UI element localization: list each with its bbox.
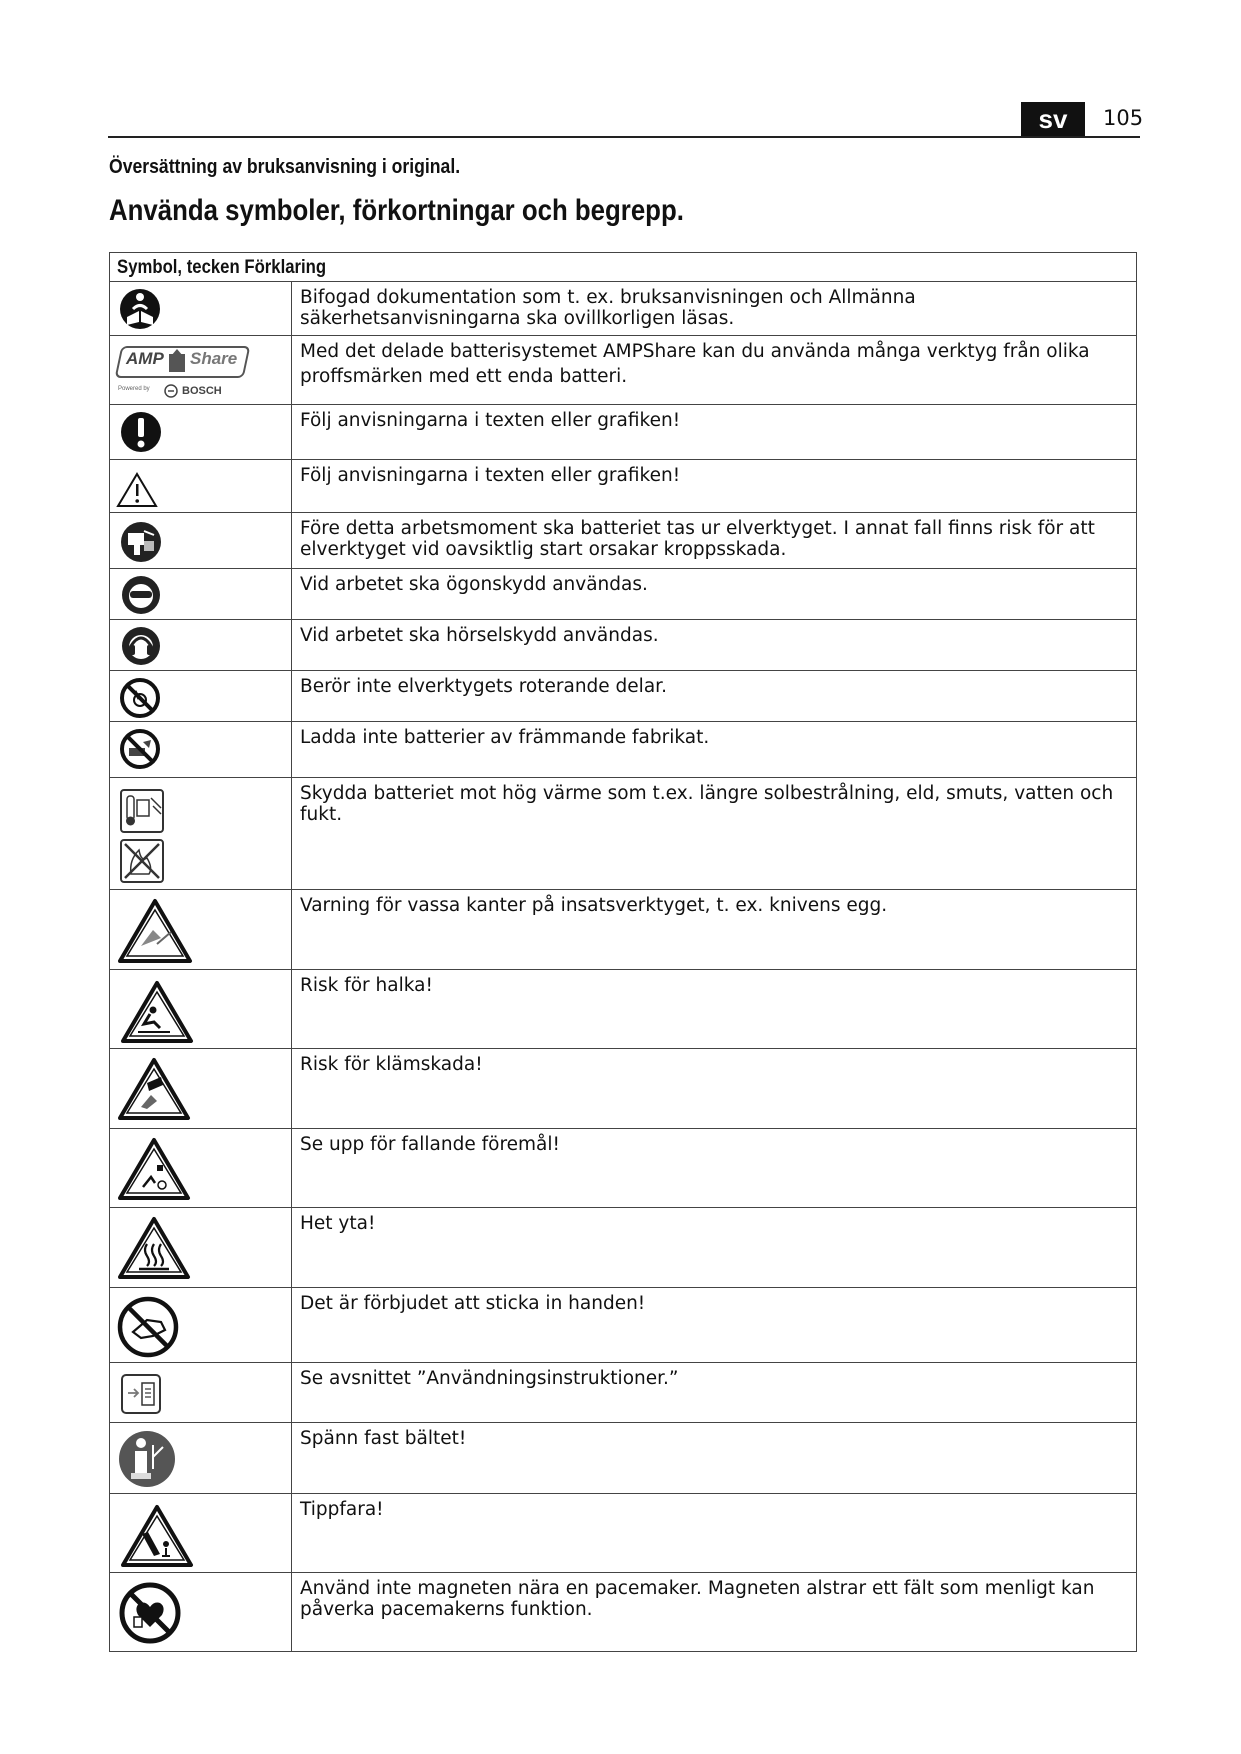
bosch-logo-icon xyxy=(164,384,178,398)
table-row xyxy=(110,620,1137,671)
symbol-cell xyxy=(110,890,292,970)
explanation-cell: Vid arbetet ska ögonskydd användas. xyxy=(292,569,1137,620)
falling-objects-icon xyxy=(117,1137,191,1201)
no-touch-rotating-icon xyxy=(119,677,161,719)
read-manual-icon xyxy=(118,287,162,331)
table-row xyxy=(110,1423,1137,1494)
tipping-hazard-icon xyxy=(120,1504,194,1568)
explanation-cell: Skydda batteriet mot hög värme som t.ex. längre solbestrålning, eld, smuts, vatten och fukt. xyxy=(292,778,1137,890)
table-row xyxy=(110,569,1137,620)
ampshare-logo xyxy=(118,346,253,400)
table-header-row xyxy=(110,253,1137,282)
symbol-cell xyxy=(110,282,292,336)
symbol-cell xyxy=(110,722,292,778)
warning-triangle-icon xyxy=(116,472,158,508)
explanation-cell: Det är förbjudet att sticka in handen! xyxy=(292,1288,1137,1363)
symbol-cell xyxy=(110,671,292,722)
table-row xyxy=(110,778,1137,890)
symbol-cell xyxy=(110,1129,292,1208)
symbol-cell xyxy=(110,1573,292,1652)
explanation-cell: Het yta! xyxy=(292,1208,1137,1288)
table-row xyxy=(110,460,1137,513)
table-row xyxy=(110,890,1137,970)
fasten-belt-icon xyxy=(117,1429,177,1489)
explanation-cell: Risk för klämskada! xyxy=(292,1049,1137,1129)
ear-protection-icon xyxy=(121,626,161,666)
exclamation-circle-icon xyxy=(120,411,162,453)
explanation-cell: Varning för vassa kanter på insatsverktyget, t. ex. knivens egg. xyxy=(292,890,1137,970)
no-hand-insert-icon xyxy=(117,1296,179,1358)
symbol-cell xyxy=(110,336,292,405)
symbol-cell xyxy=(110,778,292,890)
bosch-brand-text: BOSCH xyxy=(182,385,222,397)
language-badge: sv xyxy=(1021,102,1085,136)
explanation-cell: Följ anvisningarna i texten eller grafiken! xyxy=(292,460,1137,513)
symbols-table xyxy=(109,252,1137,1652)
page-number: 105 xyxy=(1103,106,1144,130)
table-row xyxy=(110,1129,1137,1208)
no-foreign-charger-icon xyxy=(119,728,161,770)
explanation-cell: Vid arbetet ska hörselskydd användas. xyxy=(292,620,1137,671)
symbol-cell xyxy=(110,513,292,569)
table-row xyxy=(110,722,1137,778)
symbol-cell xyxy=(110,405,292,460)
explanation-cell: Spänn fast bältet! xyxy=(292,1423,1137,1494)
explanation-cell: Se avsnittet ”Användningsinstruktioner.” xyxy=(292,1363,1137,1423)
symbol-cell xyxy=(110,620,292,671)
explanation-cell: Följ anvisningarna i texten eller grafiken! xyxy=(292,405,1137,460)
explanation-cell: Före detta arbetsmoment ska batteriet tas ur elverktyget. I annat fall finns risk för att elverktyget vid oavsiktlig start orsakar kroppsskada. xyxy=(292,513,1137,569)
table-row xyxy=(110,1049,1137,1129)
share-logo-text: Share xyxy=(190,349,238,368)
explanation-cell: Se upp för fallande föremål! xyxy=(292,1129,1137,1208)
table-row xyxy=(110,513,1137,569)
remove-battery-icon xyxy=(120,521,162,563)
table-row xyxy=(110,282,1137,336)
slip-hazard-icon xyxy=(120,980,194,1044)
table-row xyxy=(110,1573,1137,1652)
see-instructions-icon xyxy=(120,1373,162,1415)
symbol-cell xyxy=(110,1423,292,1494)
explanation-cell: Risk för halka! xyxy=(292,970,1137,1049)
no-pacemaker-icon xyxy=(118,1581,182,1645)
column-header-explanation: Förklaring xyxy=(244,257,327,278)
symbol-cell xyxy=(110,1049,292,1129)
symbol-cell xyxy=(110,1363,292,1423)
explanation-cell: Använd inte magneten nära en pacemaker. Magneten alstrar ett fält som menligt kan påverka pacemakerns funktion. xyxy=(292,1573,1137,1652)
table-row xyxy=(110,1494,1137,1573)
powered-by-text: Powered by xyxy=(118,386,150,392)
hot-surface-icon xyxy=(117,1216,191,1280)
table-row xyxy=(110,970,1137,1049)
page-title: Använda symboler, förkortningar och begrepp. xyxy=(109,194,684,227)
eye-protection-icon xyxy=(121,575,161,615)
table-header xyxy=(110,253,1137,282)
explanation-cell: Tippfara! xyxy=(292,1494,1137,1573)
table-row xyxy=(110,671,1137,722)
crush-hazard-icon xyxy=(117,1057,191,1121)
symbol-cell xyxy=(110,1208,292,1288)
symbol-cell xyxy=(110,569,292,620)
sharp-edges-warning-icon xyxy=(117,898,193,964)
battery-heat-protection-icon xyxy=(119,788,167,884)
symbol-cell xyxy=(110,460,292,513)
symbol-cell xyxy=(110,1288,292,1363)
subtitle: Översättning av bruksanvisning i original. xyxy=(109,156,461,178)
explanation-cell: Med det delade batterisystemet AMPShare kan du använda många verktyg från olika proffsmärken med ett enda batteri. xyxy=(292,336,1137,405)
explanation-cell: Ladda inte batterier av främmande fabrikat. xyxy=(292,722,1137,778)
table-row xyxy=(110,1363,1137,1423)
explanation-cell: Bifogad dokumentation som t. ex. bruksanvisningen och Allmänna säkerhetsanvisningarna ska ovillkorligen läsas. xyxy=(292,282,1137,336)
table-row xyxy=(110,336,1137,405)
table-row xyxy=(110,405,1137,460)
table-row xyxy=(110,1288,1137,1363)
amp-logo-text: AMP xyxy=(126,349,164,368)
battery-arrows-icon xyxy=(168,348,186,374)
symbol-cell xyxy=(110,1494,292,1573)
symbol-cell xyxy=(110,970,292,1049)
explanation-cell: Berör inte elverktygets roterande delar. xyxy=(292,671,1137,722)
table-row xyxy=(110,1208,1137,1288)
header-rule xyxy=(108,136,1140,138)
column-header-symbol: Symbol, tecken xyxy=(117,257,240,278)
